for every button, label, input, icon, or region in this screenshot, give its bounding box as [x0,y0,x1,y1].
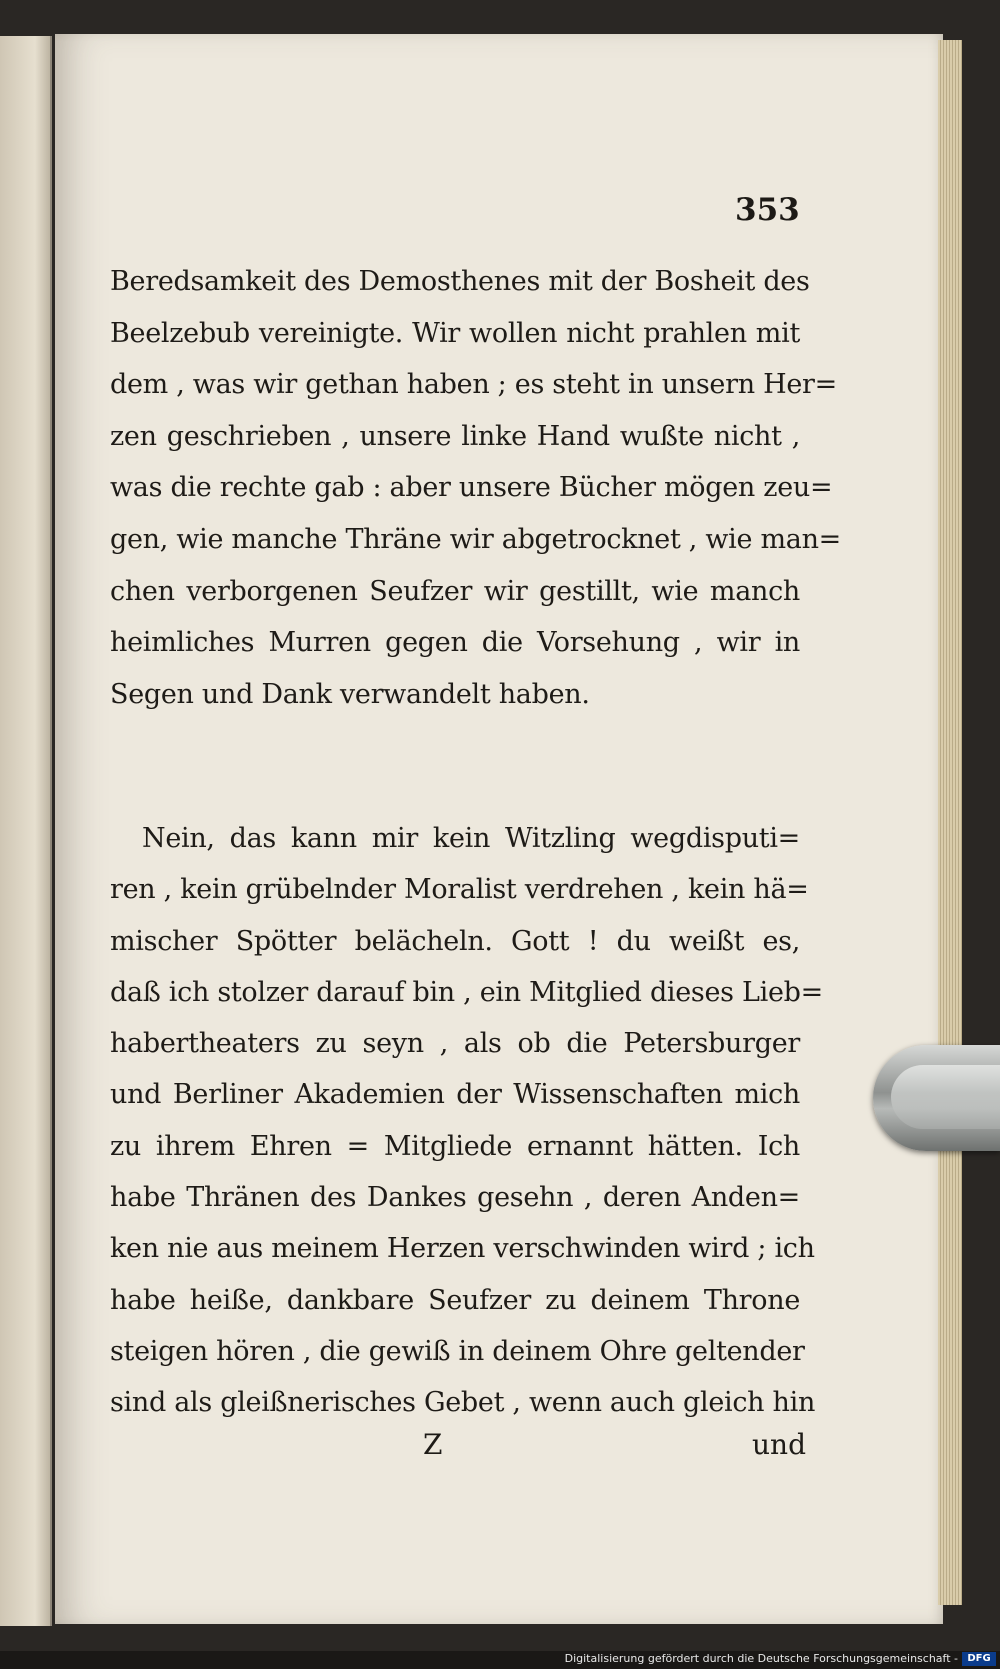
text-line: dem , was wir gethan haben ; es steht in unsern Her= [110,369,837,401]
text-line: heimliches Murren gegen die Vorsehung , wir in [110,627,800,659]
dfg-logo: DFG [962,1652,996,1666]
text-line: Beelzebub vereinigte. Wir wollen nicht prahlen mit [110,317,800,349]
previous-page-edge [0,36,52,1626]
text-line: was die rechte gab : aber unsere Bücher mögen zeu= [110,472,833,504]
text-line: chen verborgenen Seufzer wir gestillt, wie manch [110,575,800,607]
text-line: gen, wie manche Thräne wir abgetrocknet , wie man= [110,523,841,555]
text-line: habertheaters zu seyn , als ob die Petersburger [110,1028,800,1060]
text-line: habe Thränen des Dankes gesehn , deren Anden= [110,1182,800,1214]
text-line: zu ihrem Ehren = Mitgliede ernannt hätten. Ich [110,1130,800,1162]
text-line: daß ich stolzer darauf bin , ein Mitglied dieses Lieb= [110,976,823,1008]
text-line: Nein, das kann mir kein Witzling wegdisputi= [142,823,800,854]
text-line: sind als gleißnerisches Gebet , wenn auch gleich hin [110,1387,816,1419]
paragraph-2 [110,813,823,1429]
text-line: mischer Spötter belächeln. Gott ! du weißt es, [110,925,800,957]
text-line: habe heiße, dankbare Seufzer zu deinem Throne [110,1284,800,1316]
text-line: zen geschrieben , unsere linke Hand wußte nicht , [110,420,800,452]
text-line: Beredsamkeit des Demosthenes mit der Bosheit des [110,266,810,297]
text-line: steigen hören , die gewiß in deinem Ohre geltender [110,1335,805,1367]
text-line: und Berliner Akademien der Wissenschaften mich [110,1079,800,1111]
digitization-credit: Digitalisierung gefördert durch die Deutsche Forschungsgemeinschaft - [564,1652,958,1665]
catchword: und [752,1428,806,1461]
page-clamp [873,1045,1000,1151]
text-line: ken nie aus meinem Herzen verschwinden wird ; ich [110,1233,815,1265]
page-number: 353 [735,192,800,228]
text-line: ren , kein grübelnder Moralist verdrehen , kein hä= [110,874,809,906]
page-stack-edge [938,40,962,1605]
text-line: Segen und Dank verwandelt haben. [110,678,590,710]
paragraph-1 [110,256,841,720]
signature-mark: Z [423,1428,443,1461]
